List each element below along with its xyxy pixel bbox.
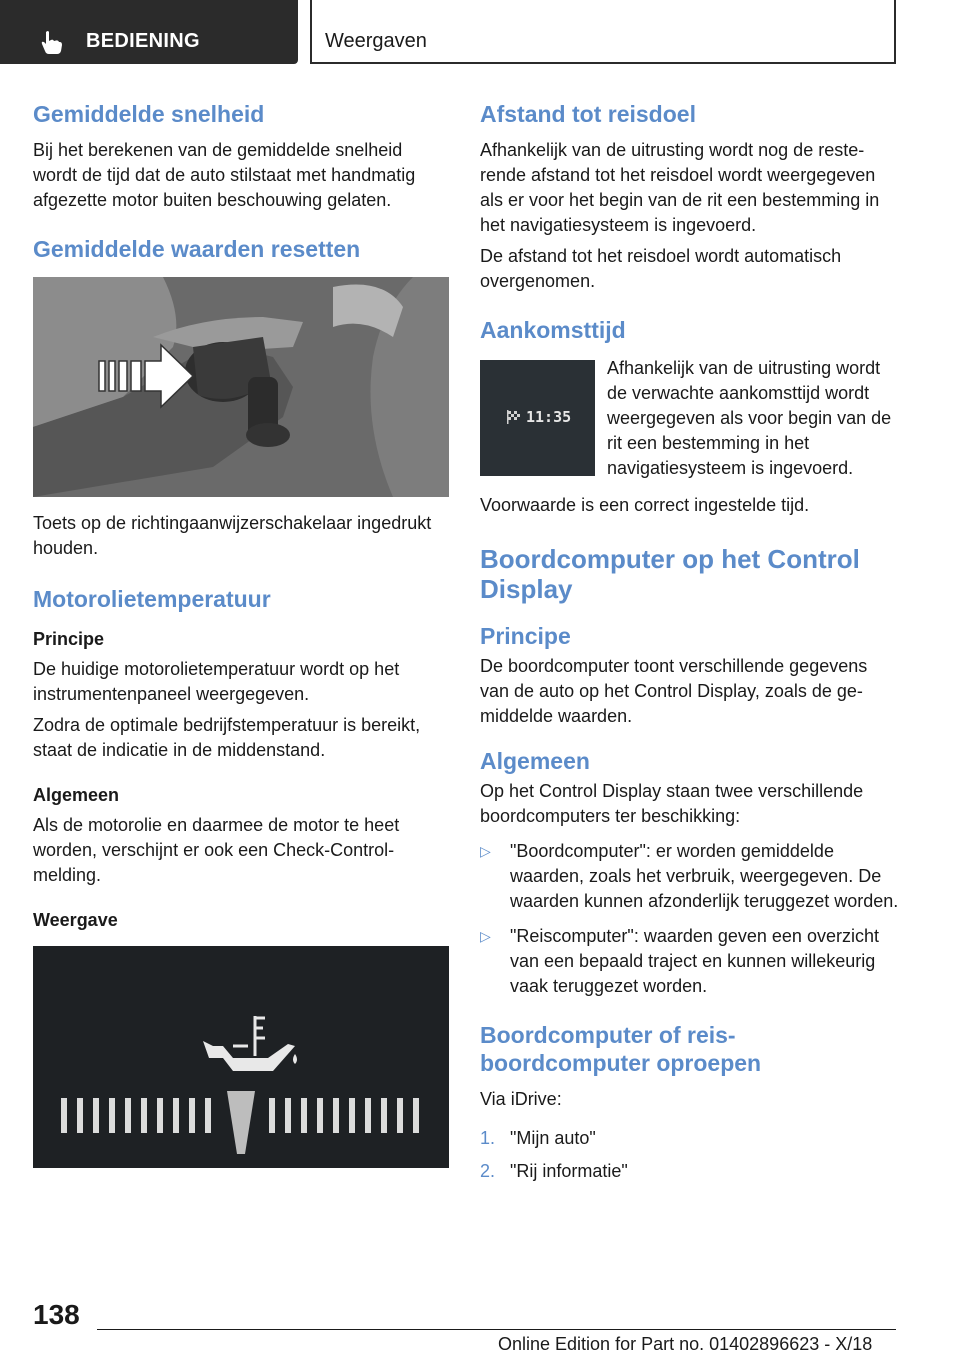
paragraph-avg-speed: Bij het berekenen van de gemiddelde snelheid wordt de tijd dat de auto stilstaat met handmatig afgezette motor buiten beschouwing gelaten. [33, 140, 416, 210]
heading-distance: Afstand tot reisdoel [480, 101, 696, 127]
subheading-principle-right: Principe [480, 623, 571, 649]
heading-bc-control: Boordcomputer op het Control Display [480, 544, 860, 604]
turn-signal-stalk-illustration [33, 277, 449, 497]
paragraph-general-right: Op het Control Display staan twee verschillende boordcomputers ter beschikking: [480, 781, 864, 826]
steps-list [480, 1126, 900, 1184]
paragraph-condition: Voorwaarde is een correct ingestelde tijd. [480, 495, 810, 515]
page-number: 138 [33, 1299, 80, 1330]
paragraph-distance-2: De afstand tot het reisdoel wordt automatisch overgenomen. [480, 246, 842, 291]
heading-oil-temp: Motorolietemperatuur [33, 586, 271, 612]
paragraph-principle-2: Zodra de optimale bedrijfstemperatuur is bereikt, staat de indicatie in de middenstand. [33, 715, 421, 760]
paragraph-via: Via iDrive: [480, 1089, 562, 1109]
paragraph-arrival: Afhankelijk van de uitrusting wordt de verwachte aankomsttijd wordt weergegeven als voor begin van de rit een bestemming in het navigatiesysteem is ingevoerd. [607, 358, 892, 478]
flag-destination-icon [506, 409, 522, 425]
step-text: "Mijn auto" [510, 1128, 596, 1148]
subheading-display: Weergave [33, 910, 118, 930]
step-text: "Rij informatie" [510, 1161, 628, 1181]
paragraph-principle-1: De huidige motorolietemperatuur wordt op het instrumentenpaneel weergegeven. [33, 659, 400, 704]
subheading-general-right: Algemeen [480, 748, 590, 774]
bullet-marker: ▷ [480, 843, 491, 859]
list-item [480, 924, 900, 999]
paragraph-principle-right: De boordcomputer toont verschillende gegevens van de auto op het Control Display, zoals de gemiddelde waarden. [480, 656, 868, 726]
heading-reset: Gemiddelde waarden resetten [33, 236, 361, 262]
section-label: Weergaven [325, 30, 427, 52]
right-column [480, 100, 900, 1184]
heading-avg-speed: Gemiddelde snelheid [33, 101, 265, 127]
chapter-label: BEDIENING [86, 30, 200, 52]
heading-arrival: Aankomsttijd [480, 317, 626, 343]
step-number: 2. [480, 1161, 496, 1181]
left-column [33, 100, 449, 1168]
list-item-text: "Reiscomputer": waarden geven een overzicht van een bepaald traject en kunnen willekeurig vaak teruggezet worden. [510, 926, 879, 996]
arrival-block [480, 356, 900, 481]
paragraph-distance-1: Afhankelijk van de uitrusting wordt nog de resterende afstand tot het reisdoel wordt weergegeven als er voor het begin van de rit een bestemming in het navigatiesysteem is ingevoerd. [480, 140, 880, 235]
step-item [480, 1126, 900, 1151]
computer-list [480, 839, 900, 999]
footer-rule [97, 1329, 896, 1330]
chapter-tab [0, 0, 298, 64]
bullet-marker: ▷ [480, 928, 491, 944]
subheading-general: Algemeen [33, 785, 120, 805]
figure-turn-signal-stalk [33, 277, 449, 497]
paragraph-general: Als de motorolie en daarmee de motor te heet worden, verschijnt er ook een Check-Control-melding. [33, 815, 400, 885]
heading-call: Boordcomputer of reisboordcomputer oproepen [480, 1022, 762, 1076]
step-item [480, 1159, 900, 1184]
hand-pointer-icon [38, 28, 66, 56]
oil-temp-gauge [33, 946, 449, 1168]
figure-oil-temp-display [33, 946, 449, 1168]
caption-reset: Toets op de richtingaanwijzerschakelaar ingedrukt houden. [33, 513, 432, 558]
arrival-time-readout: 11:35 [526, 408, 572, 426]
figure-arrival-time [480, 360, 595, 476]
subheading-principle: Principe [33, 629, 105, 649]
list-item [480, 839, 900, 914]
list-item-text: "Boordcomputer": er worden gemiddelde waarden, zoals het verbruik, weergegeven. De waarden kunnen afzonderlijk teruggezet worden. [510, 841, 899, 911]
edition-text: Online Edition for Part no. 01402896623 - X/18 [498, 1334, 873, 1354]
step-number: 1. [480, 1128, 496, 1148]
